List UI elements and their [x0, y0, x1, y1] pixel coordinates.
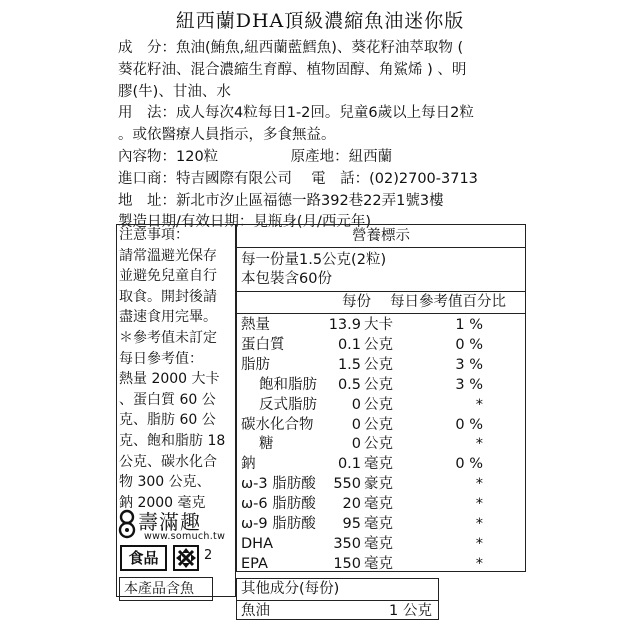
nutrition-row — [237, 335, 525, 355]
nutrient-daily-value: * — [475, 476, 483, 493]
nutrition-row — [237, 474, 525, 494]
nutrient-name: EPA — [241, 555, 268, 572]
info-line: 成 分：魚油(鮪魚,紐西蘭藍鱈魚)、葵花籽油萃取物 ( — [118, 40, 464, 56]
notes-line: 請常溫避光保存 — [119, 247, 217, 264]
nutrient-amount: 0.1 — [337, 336, 361, 353]
notes-line: 注意事項： — [119, 227, 189, 243]
nutrient-daily-value: * — [475, 436, 483, 453]
nutrient-name: 鈉 — [241, 456, 256, 473]
notes-line: 並避免兒童自行 — [119, 268, 217, 285]
nutrient-daily-value: * — [475, 555, 483, 572]
nutrient-daily-value: 0 % — [455, 456, 483, 473]
serving-size: 每一份量1.5公克(2粒) — [241, 252, 387, 268]
info-line: 用 法：成人每次4粒每日1-2回。兒童6歲以上每日2粒 — [118, 105, 474, 122]
notes-line: 克、脂肪 60 公 — [119, 412, 216, 429]
nutrition-title: 營養標示 — [352, 228, 410, 244]
nutrient-name: 反式脂肪 — [259, 396, 317, 413]
nutrient-name: 蛋白質 — [241, 336, 285, 353]
nutrition-table — [236, 224, 526, 572]
col-daily-value: 每日參考值百分比 — [390, 294, 506, 310]
nutrition-row — [237, 494, 525, 514]
nutrient-name: 碳水化合物 — [241, 416, 314, 433]
col-per-serving: 每份 — [342, 294, 371, 310]
info-line: 。或依醫療人員指示，多食無益。 — [118, 127, 336, 144]
nutrient-amount: 150 — [333, 555, 361, 572]
nutrient-name: 熱量 — [241, 317, 270, 333]
notes-line: 熱量 2000 大卡 — [119, 371, 220, 388]
brand-name: 壽滿趣 — [138, 510, 201, 534]
info-line: 葵花籽油、混合濃縮生育醇、植物固醇、角鯊烯 ) 、明 — [118, 61, 467, 78]
product-title: 紐西蘭DHA頂級濃縮魚油迷你版 — [175, 10, 465, 32]
nutrient-amount: 13.9 — [328, 317, 361, 333]
nutrition-divider — [237, 247, 525, 248]
nutrient-unit: 毫克 — [364, 456, 393, 473]
notes-line: 鈉 2000 毫克 — [119, 494, 206, 511]
notes-line: 公克、碳水化合 — [119, 453, 217, 470]
nutrient-unit: 豪克 — [364, 476, 393, 493]
other-ingredients-table — [236, 578, 439, 620]
nutrient-unit: 公克 — [364, 376, 393, 393]
nutrition-divider — [237, 313, 525, 314]
nutrient-name: 脂肪 — [241, 356, 270, 373]
other-ingredients-title: 其他成分(每份) — [241, 581, 340, 597]
servings-per-package: 本包裝含60份 — [241, 271, 332, 287]
other-ingredient-name: 魚油 — [241, 603, 270, 619]
info-line: 製造日期/有效日期：見瓶身(月/西元年) — [118, 214, 372, 231]
notes-line: 取食。開封後請 — [119, 288, 217, 305]
nutrient-unit: 公克 — [364, 336, 393, 353]
nutrient-name: ω-9 脂肪酸 — [241, 516, 316, 532]
nutrient-unit: 毫克 — [364, 496, 393, 513]
food-mark: 食品 — [120, 545, 167, 571]
nutrient-daily-value: 0 % — [455, 336, 483, 353]
nutrient-amount: 0.1 — [337, 456, 361, 473]
recycle-number: 2 — [204, 548, 213, 563]
nutrient-unit: 毫克 — [364, 535, 393, 552]
nutrient-amount: 1.5 — [337, 356, 361, 373]
brand-logo-block — [118, 506, 234, 546]
nutrient-name: ω-3 脂肪酸 — [241, 476, 316, 493]
info-line: 進口商：特吉國際有限公司 電 話：(02)2700-3713 — [118, 170, 478, 187]
other-ingredient-row — [241, 601, 436, 621]
notes-line: ＊參考值未訂定 — [119, 329, 217, 346]
nutrient-amount: 0 — [351, 416, 361, 433]
nutrition-row — [237, 415, 525, 435]
nutrient-unit: 毫克 — [364, 555, 393, 572]
nutrition-row — [237, 395, 525, 415]
nutrient-unit: 毫克 — [364, 516, 393, 532]
nutrient-amount: 0.5 — [337, 376, 361, 393]
nutrition-row — [237, 355, 525, 375]
nutrition-row — [237, 375, 525, 395]
other-ingredient-unit: 公克 — [403, 603, 432, 619]
notes-line: 克、飽和脂肪 18 — [119, 432, 226, 449]
brand-mark-icon — [118, 509, 136, 539]
notes-line: 每日參考值： — [119, 350, 203, 367]
info-line: 內容物：120粒 原產地：紐西蘭 — [118, 148, 393, 165]
nutrition-row — [237, 534, 525, 554]
nutrient-daily-value: * — [475, 516, 483, 532]
nutrient-amount: 0 — [351, 396, 361, 413]
nutrition-row — [237, 315, 525, 335]
nutrient-name: 飽和脂肪 — [259, 376, 317, 393]
info-line: 地 址：新北市汐止區福德一路392巷22弄1號3樓 — [118, 192, 444, 209]
notes-line: 、蛋白質 60 公 — [119, 391, 216, 408]
nutrition-row — [237, 454, 525, 474]
nutrient-amount: 95 — [342, 516, 361, 532]
nutrient-amount: 350 — [333, 535, 361, 552]
nutrient-daily-value: 3 % — [455, 356, 483, 373]
info-line: 膠(牛)、甘油、水 — [118, 83, 231, 100]
recycle-icon — [172, 544, 200, 572]
allergen-notice: 本產品含魚 — [119, 577, 213, 601]
nutrient-unit: 公克 — [364, 396, 393, 413]
nutrition-row — [237, 554, 525, 574]
nutrient-daily-value: 0 % — [455, 416, 483, 433]
nutrient-unit: 公克 — [364, 416, 393, 433]
nutrition-header-row — [237, 292, 525, 312]
nutrient-amount: 20 — [342, 496, 361, 513]
nutrient-unit: 公克 — [364, 356, 393, 373]
product-info — [118, 38, 528, 234]
nutrition-row — [237, 434, 525, 454]
nutrient-name: 糖 — [259, 436, 274, 453]
nutrient-unit: 公克 — [364, 436, 393, 453]
nutrient-daily-value: * — [475, 396, 483, 413]
nutrient-daily-value: 3 % — [455, 376, 483, 393]
nutrient-name: ω-6 脂肪酸 — [241, 496, 316, 513]
notes-line: 物 300 公克、 — [119, 474, 211, 491]
other-ingredient-amount: 1 — [389, 603, 399, 619]
notes-panel — [119, 225, 237, 513]
nutrient-daily-value: 1 % — [455, 317, 483, 333]
nutrition-row — [237, 514, 525, 534]
nutrient-unit: 大卡 — [364, 317, 393, 333]
nutrient-daily-value: * — [475, 535, 483, 552]
nutrient-amount: 0 — [351, 436, 361, 453]
notes-line: 盡速食用完畢。 — [119, 309, 217, 326]
nutrient-daily-value: * — [475, 496, 483, 513]
brand-url: www.somuch.tw — [144, 531, 226, 542]
nutrient-name: DHA — [241, 535, 273, 552]
nutrient-amount: 550 — [333, 476, 361, 493]
